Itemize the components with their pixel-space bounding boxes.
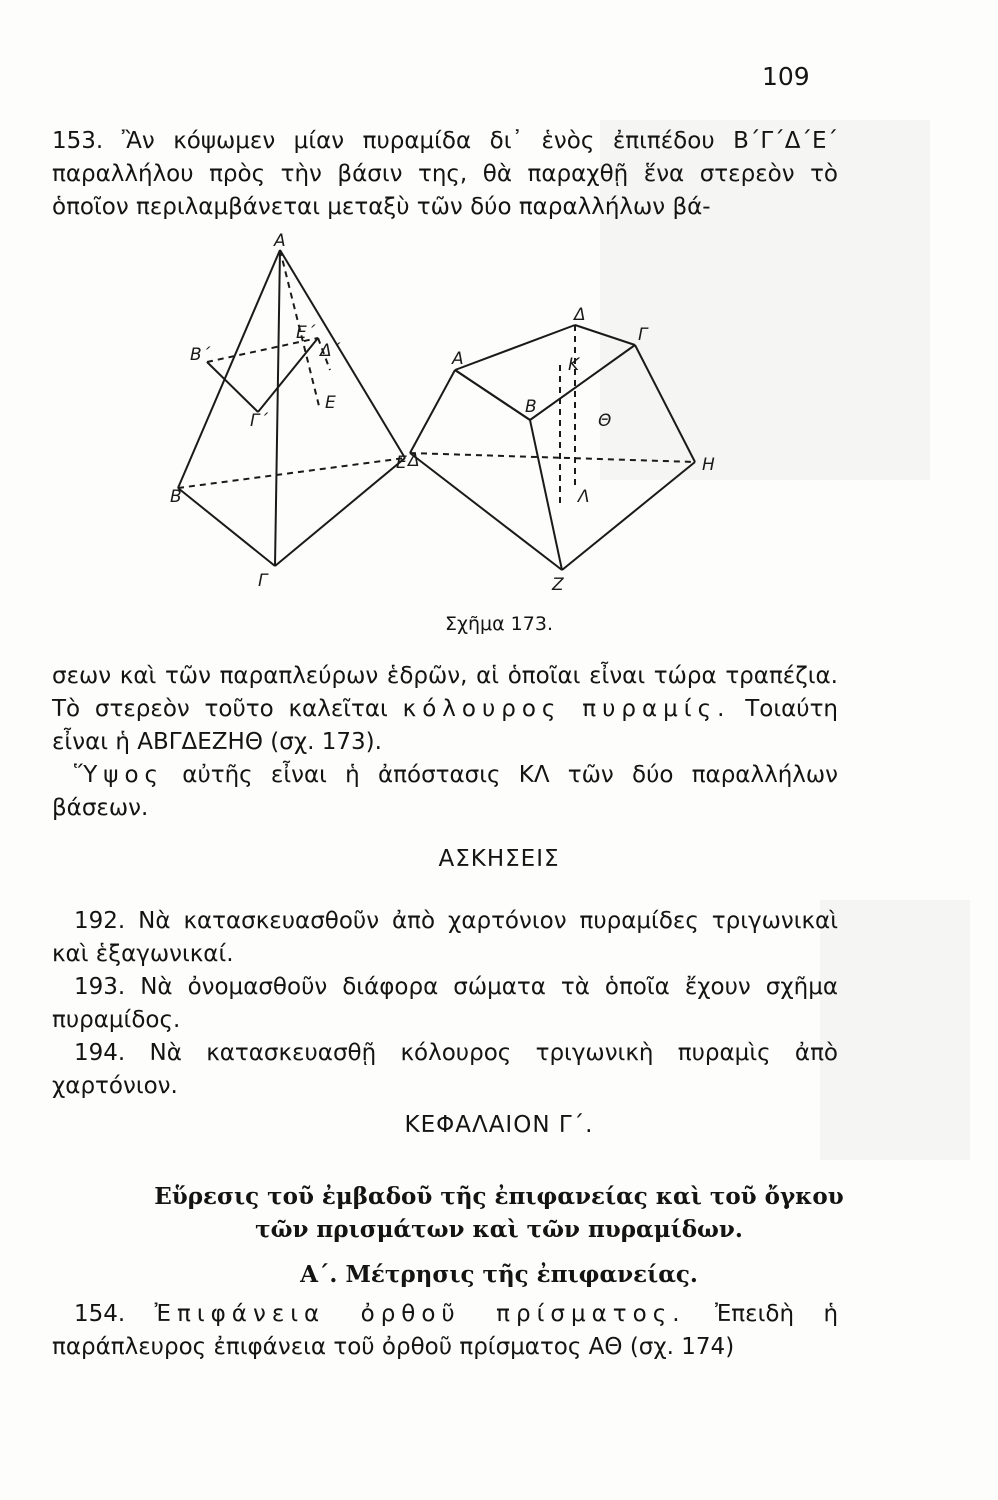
paragraph-154 <box>52 1298 838 1364</box>
paragraph-text <box>52 1298 838 1364</box>
exercise-item: 194. Νὰ κατασκευασθῇ κόλουρος τριγωνικὴ πυραμὶς ἀπὸ χαρτόνιον. <box>52 1040 838 1099</box>
paragraph-153-intro <box>52 125 838 224</box>
label-a2: Α <box>452 349 464 369</box>
edge <box>575 325 635 345</box>
label-a: Α <box>274 231 286 251</box>
label-g1: Γ΄ <box>250 411 268 431</box>
term-epifaneia: Ἐπιφάνεια ὀρθοῦ πρίσματος. <box>154 1301 686 1327</box>
label-d2: Δ <box>574 305 586 325</box>
exercise-item: 193. Νὰ ὀνομασθοῦν διάφορα σώματα τὰ ὁποῖα ἔχουν σχῆμα πυραμίδος. <box>52 974 838 1033</box>
term-ypsos: Ὕψος <box>74 762 165 788</box>
figure-caption: Σχῆμα 173. <box>445 613 553 635</box>
term-koloyros-pyramis: κόλουρος πυραμίς. <box>402 696 731 722</box>
edge <box>178 488 275 566</box>
section-title: Α΄. Μέτρησις τῆς ἐπιφανείας. <box>300 1261 698 1288</box>
edge <box>258 338 318 412</box>
exercises-heading: ΑΣΚΗΣΕΙΣ <box>438 846 560 872</box>
edge <box>275 458 405 566</box>
paragraph-text: σεων καὶ τῶν παραπλεύρων ἑδρῶν, αἱ ὁποῖαι εἶναι τώρα τραπέζια. Τὸ στερεὸν τοῦτο καλεῖται <box>52 663 838 722</box>
paragraph-text <box>52 660 838 759</box>
label-g2: Γ <box>638 325 648 345</box>
label-zeta: Ζ <box>552 575 564 595</box>
chapter-heading: ΚΕΦΑΛΑΙΟΝ Γ΄. <box>404 1112 594 1138</box>
chapter-title-line1: Εὕρεσις τοῦ ἐμβαδοῦ τῆς ἐπιφανείας καὶ τοῦ ὄγκου <box>154 1183 844 1210</box>
edge <box>530 420 562 570</box>
paragraph-number: 154. <box>74 1301 126 1327</box>
label-eta: Η <box>702 455 715 475</box>
paragraph-text: Τοιαύτη εἶναι ἡ ΑΒΓΔΕΖΗΘ (σχ. 173). <box>52 696 839 755</box>
edge <box>275 250 280 566</box>
paragraph-text: 153. Ἂν κόψωμεν μίαν πυραμίδα δι᾽ ἑνὸς ἐπιπέδου Β΄Γ΄Δ΄Ε΄ παραλλήλου πρὸς τὴν βάσιν της, θὰ παραχθῇ ἕνα στερεὸν τὸ ὁποῖον περιλαμβάνεται μεταξὺ τῶν δύο παραλλήλων βά- <box>52 128 838 220</box>
edge <box>410 370 455 453</box>
edge <box>530 345 635 420</box>
hidden-edge <box>410 453 695 462</box>
edge <box>635 345 695 462</box>
label-e1: Ε΄ <box>296 323 316 343</box>
label-beta2: Β <box>525 397 537 417</box>
label-lambda: Λ <box>578 487 590 507</box>
label-theta: Θ <box>598 411 612 431</box>
label-b1: Β΄ <box>190 345 211 365</box>
edge <box>280 250 405 458</box>
label-e: Ε <box>325 393 336 413</box>
label-d1: Δ΄ <box>320 341 341 361</box>
page-number: 109 <box>762 62 810 91</box>
edge <box>455 325 575 370</box>
label-epsilon2: Ε <box>396 453 407 473</box>
paragraph-153-continued <box>52 660 838 825</box>
paragraph-text: αὐτῆς εἶναι ἡ ἀπόστασις ΚΛ τῶν δύο παραλλήλων βάσεων. <box>52 762 838 821</box>
exercise-item: 192. Νὰ κατασκευασθοῦν ἀπὸ χαρτόνιον πυραμίδες τριγωνικαὶ καὶ ἑξαγωνικαί. <box>52 908 838 967</box>
exercises-list <box>52 905 838 1103</box>
paragraph-text <box>52 759 838 825</box>
edge <box>455 370 530 420</box>
label-delta: Δ <box>408 451 420 471</box>
label-b: Β <box>170 487 182 507</box>
label-gamma: Γ <box>258 571 268 591</box>
label-k: Κ <box>568 355 580 375</box>
hidden-edge <box>178 458 405 488</box>
chapter-title-line2: τῶν πρισμάτων καὶ τῶν πυραμίδων. <box>255 1216 743 1243</box>
paragraph-text: Ἐπειδὴ ἡ παράπλευρος ἐπιφάνεια τοῦ ὀρθοῦ πρίσματος ΑΘ (σχ. 174) <box>52 1301 839 1360</box>
edge <box>410 453 562 570</box>
edge <box>178 250 280 488</box>
figure-173-truncated-pyramid <box>150 230 750 610</box>
edge <box>562 462 695 570</box>
